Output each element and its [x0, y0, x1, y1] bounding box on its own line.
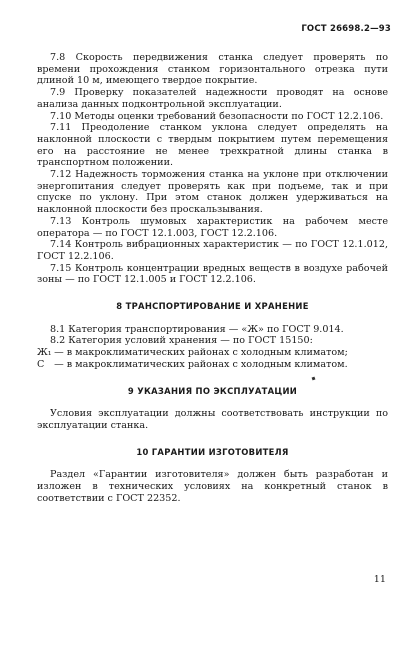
page-content [37, 52, 388, 505]
paragraph-7-12: 7.12 Надежность торможения станка на уклоне при отключении энергопитания следует проверять как при подъеме, так и при спуске по уклону. При этом станок должен удерживаться на наклонной плоскости без проскальзывания. [37, 169, 388, 216]
paragraph-7-8: 7.8 Скорость передвижения станка следует проверять по времени прохождения станком горизонтального отрезка пути длиной 10 м, имеющего твердое покрытие. [37, 52, 388, 87]
section-8-heading: 8 ТРАНСПОРТИРОВАНИЕ И ХРАНЕНИЕ [116, 301, 309, 312]
paragraph-9: Условия эксплуатации должны соответствовать инструкции по эксплуатации станка. [37, 408, 388, 431]
climate-category-1 [37, 347, 388, 359]
paragraph-7-10: 7.10 Методы оценки требований безопасности по ГОСТ 12.2.106. [50, 110, 384, 122]
paragraph-8-2: 8.2 Категория условий хранения — по ГОСТ 15150: [50, 335, 313, 347]
climate-category-1-text: — в макроклиматических районах с холодным климатом; [54, 347, 348, 359]
climate-category-2 [37, 359, 388, 371]
paragraph-7-11: 7.11 Преодоление станком уклона следует определять на наклонной плоскости с твердым покрытием путем перемещения его на расстояние не менее трехкратной длины станка в транспортном положении. [37, 122, 388, 169]
paragraph-8-1: 8.1 Категория транспортирования — «Ж» по ГОСТ 9.014. [50, 323, 344, 335]
climate-category-2-text: — в макроклиматических районах с холодным климатом. [54, 358, 348, 370]
paragraph-7-14: 7.14 Контроль вибрационных характеристик — по ГОСТ 12.1.012, ГОСТ 12.2.106. [37, 239, 388, 262]
paragraph-10: Раздел «Гарантии изготовителя» должен быть разработан и изложен в технических условиях на конкретный станок в соответствии с ГОСТ 22352. [37, 469, 388, 504]
paragraph-7-13: 7.13 Контроль шумовых характеристик на рабочем месте оператора — по ГОСТ 12.1.003, ГОСТ 12.2.106. [37, 215, 388, 239]
standard-code-header: ГОСТ 26698.2—93 [301, 24, 391, 34]
climate-category-1-symbol: Ж₁ [37, 347, 52, 359]
section-9-heading: 9 УКАЗАНИЯ ПО ЭКСПЛУАТАЦИИ [127, 385, 298, 396]
paragraph-7-9: 7.9 Проверку показателей надежности проводят на основе анализа данных подконтрольной эксплуатации. [37, 87, 388, 110]
section-10-heading: 10 ГАРАНТИИ ИЗГОТОВИТЕЛЯ [136, 446, 289, 457]
page-number: 11 [373, 574, 386, 585]
paragraph-7-15: 7.15 Контроль концентрации вредных веществ в воздухе рабочей зоны — по ГОСТ 12.1.005 и ГОСТ 12.2.106. [37, 262, 388, 286]
climate-category-2-symbol: С [37, 358, 45, 370]
